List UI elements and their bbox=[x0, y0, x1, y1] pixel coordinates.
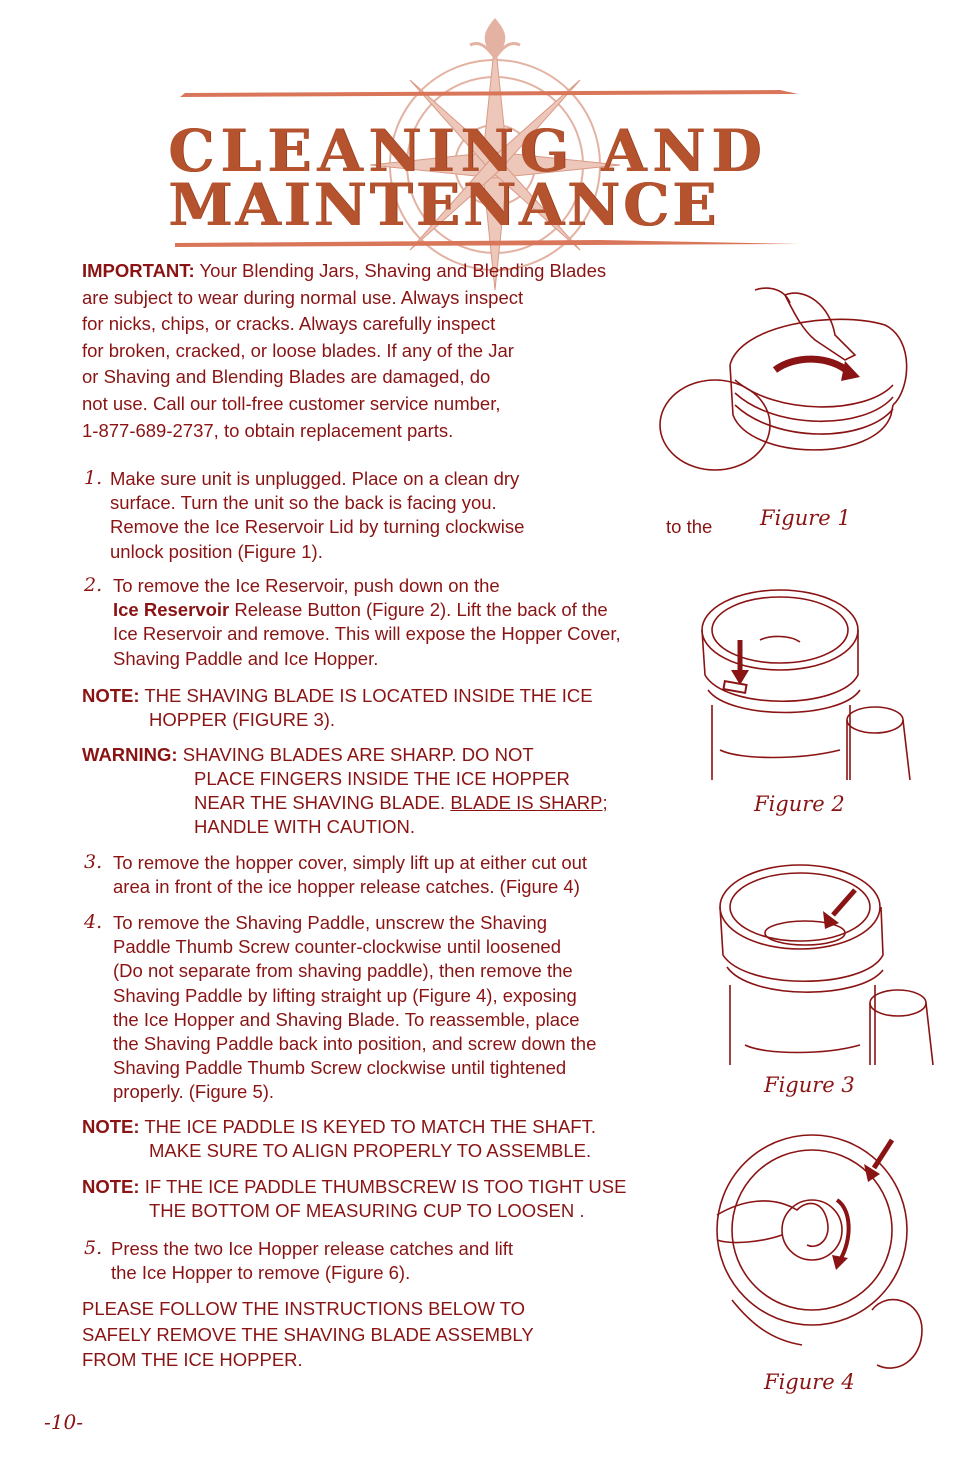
page-title bbox=[168, 117, 788, 239]
step-1-to-the: to the bbox=[666, 516, 713, 537]
figure-1-illustration bbox=[655, 285, 925, 485]
note-line: THE SHAVING BLADE IS LOCATED INSIDE THE ICE bbox=[139, 685, 593, 706]
do-not-separate-note: (Do not separate from shaving paddle) bbox=[113, 960, 429, 982]
step-line: the Ice Hopper and Shaving Blade. To reassemble, place bbox=[113, 1008, 580, 1030]
step-line: surface. Turn the unit so the back is facing you. bbox=[110, 492, 497, 514]
note-line: IF THE ICE PADDLE THUMBSCREW IS TOO TIGHT USE bbox=[139, 1176, 627, 1197]
figure-3-caption: Figure 3 bbox=[764, 1073, 855, 1097]
step-5-text bbox=[111, 1237, 513, 1285]
warning-line: NEAR THE SHAVING BLADE. bbox=[194, 792, 451, 813]
step-5-number: 5. bbox=[84, 1237, 103, 1259]
page-number: -10- bbox=[44, 1410, 83, 1434]
step-4-text bbox=[113, 911, 596, 1105]
step-line: Shaving Paddle and Ice Hopper. bbox=[113, 647, 379, 669]
note-2 bbox=[82, 1115, 596, 1163]
note-line: THE ICE PADDLE IS KEYED TO MATCH THE SHAFT. bbox=[139, 1116, 596, 1137]
step-line: To remove the hopper cover, simply lift up at either cut out bbox=[113, 852, 588, 873]
important-paragraph bbox=[82, 258, 606, 444]
closing-line: PLEASE FOLLOW THE INSTRUCTIONS BELOW TO bbox=[82, 1298, 526, 1319]
important-label: IMPORTANT: bbox=[82, 260, 195, 281]
title-line-1: CLEANING AND bbox=[168, 117, 768, 185]
warning-line: SHAVING BLADES ARE SHARP. DO NOT bbox=[177, 744, 534, 765]
step-line: To remove the Shaving Paddle, unscrew the Shaving bbox=[113, 912, 547, 933]
note-line: HOPPER (FIGURE 3). bbox=[149, 709, 336, 730]
important-line: are subject to wear during normal use. Always inspect bbox=[82, 286, 524, 308]
step-3-number: 3. bbox=[84, 851, 103, 873]
step-line: Release Button (Figure 2). Lift the back of the bbox=[229, 599, 608, 621]
important-line: for nicks, chips, or cracks. Always carefully inspect bbox=[82, 313, 496, 335]
step-line: the Shaving Paddle back into position, and screw down the bbox=[113, 1033, 597, 1055]
step-line: Paddle Thumb Screw counter-clockwise until loosened bbox=[113, 936, 562, 958]
note-label: NOTE: bbox=[82, 1176, 140, 1197]
step-1-text bbox=[110, 467, 524, 564]
figure-2-illustration bbox=[700, 580, 940, 785]
note-3 bbox=[82, 1175, 626, 1223]
figure-2-caption: Figure 2 bbox=[754, 792, 845, 816]
note-label: NOTE: bbox=[82, 685, 140, 706]
title-banner-top bbox=[0, 86, 954, 106]
note-1 bbox=[82, 684, 593, 732]
note-line: THE BOTTOM OF MEASURING CUP TO LOOSEN . bbox=[149, 1200, 585, 1221]
closing-line: SAFELY REMOVE THE SHAVING BLADE ASSEMBLY bbox=[82, 1323, 534, 1345]
step-line: Make sure unit is unplugged. Place on a clean dry bbox=[110, 468, 520, 489]
step-3-text bbox=[113, 851, 587, 899]
closing-line: FROM THE ICE HOPPER. bbox=[82, 1349, 303, 1370]
step-line: unlock position (Figure 1). bbox=[110, 540, 323, 562]
title-banner-bottom bbox=[0, 236, 954, 256]
important-line: Your Blending Jars, Shaving and Blending Blades bbox=[194, 260, 607, 281]
step-line: Press the two Ice Hopper release catches and lift bbox=[111, 1238, 514, 1259]
important-line: for broken, cracked, or loose blades. If any of the Jar bbox=[82, 339, 514, 361]
step-line: Shaving Paddle by lifting straight up (Figure 4), exposing bbox=[113, 984, 577, 1006]
step-line: Remove the Ice Reservoir Lid by turning clockwise bbox=[110, 516, 525, 538]
step-4-number: 4. bbox=[84, 911, 103, 933]
warning-label: WARNING: bbox=[82, 744, 178, 765]
figure-4-caption: Figure 4 bbox=[764, 1370, 855, 1394]
step-2-number: 2. bbox=[84, 574, 103, 596]
warning-block bbox=[82, 743, 608, 839]
note-line: MAKE SURE TO ALIGN PROPERLY TO ASSEMBLE. bbox=[149, 1140, 592, 1161]
ice-reservoir-bold: Ice Reservoir bbox=[113, 599, 230, 621]
important-line: or Shaving and Blending Blades are damaged, do bbox=[82, 366, 491, 388]
closing-instructions bbox=[82, 1296, 534, 1373]
warning-line: HANDLE WITH CAUTION. bbox=[194, 816, 415, 837]
step-2-text bbox=[113, 574, 621, 671]
title-line-2: MAINTENANCE bbox=[168, 171, 720, 239]
step-line: To remove the Ice Reservoir, push down on the bbox=[113, 575, 500, 596]
important-line: 1-877-689-2737, to obtain replacement parts. bbox=[82, 419, 454, 441]
step-line: Shaving Paddle Thumb Screw clockwise until tightened bbox=[113, 1057, 567, 1079]
important-line: not use. Call our toll-free customer service number, bbox=[82, 392, 501, 414]
figure-1-caption: Figure 1 bbox=[760, 506, 851, 530]
warning-line: PLACE FINGERS INSIDE THE ICE HOPPER bbox=[194, 768, 570, 789]
figure-3-illustration bbox=[715, 855, 940, 1070]
figure-4-illustration bbox=[712, 1130, 927, 1380]
step-line: the Ice Hopper to remove (Figure 6). bbox=[111, 1262, 411, 1284]
step-1-number: 1. bbox=[84, 467, 103, 489]
blade-sharp-underlined: BLADE IS SHARP; bbox=[450, 792, 608, 813]
note-label: NOTE: bbox=[82, 1116, 140, 1137]
step-line: , then remove the bbox=[428, 960, 573, 982]
step-line: Ice Reservoir and remove. This will expose the Hopper Cover, bbox=[113, 623, 621, 645]
step-line: properly. (Figure 5). bbox=[113, 1081, 275, 1103]
step-line: area in front of the ice hopper release catches. (Figure 4) bbox=[113, 876, 580, 898]
